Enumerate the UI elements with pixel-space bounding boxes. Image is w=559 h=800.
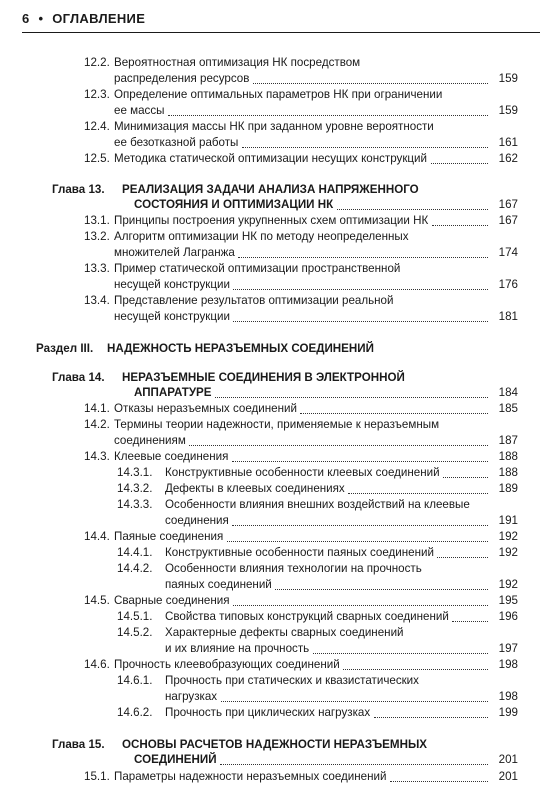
toc-entry-title-line: ее массы (114, 104, 165, 117)
toc-entry-title-line: ее безотказной работы (114, 136, 239, 149)
toc-entry-title-line: НАДЕЖНОСТЬ НЕРАЗЪЕМНЫХ СОЕДИНЕНИЙ (107, 342, 374, 355)
toc-entry-number: 14.3.2. (117, 482, 153, 495)
toc-entry-title-line: Паяные соединения (114, 530, 224, 543)
toc-page-number: 198 (498, 690, 518, 703)
toc-entry-title-line: Характерные дефекты сварных соединений (165, 626, 404, 639)
toc-page-number: 185 (498, 402, 518, 415)
header-title: ОГЛАВЛЕНИЕ (52, 11, 146, 26)
toc-entry-title-line: и их влияние на прочность (165, 642, 310, 655)
toc-page-number: 161 (498, 136, 518, 149)
toc-entry-title-line: Особенности влияния технологии на прочность (165, 562, 422, 575)
dot-leader (390, 781, 488, 782)
toc-page-number: 198 (498, 658, 518, 671)
toc-entry-number: 14.3.1. (117, 466, 153, 479)
toc-entry-number: Раздел III. (36, 342, 94, 355)
toc-entry-title-line: Клеевые соединения (114, 450, 229, 463)
dot-leader (233, 289, 488, 290)
dot-leader (220, 764, 488, 765)
toc-entry-title-line: Термины теории надежности, применяемые к неразъемным (114, 418, 440, 431)
toc-entry-number: Глава 15. (52, 738, 105, 751)
toc-page-number: 201 (498, 770, 518, 783)
toc-page-number: 162 (498, 152, 518, 165)
toc-entry-number: 15.1. (84, 770, 110, 783)
toc-entry-title-line: соединениям (114, 434, 186, 447)
toc-entry-title-line: Минимизация массы НК при заданном уровне вероятности (114, 120, 434, 133)
toc-page-number: 174 (498, 246, 518, 259)
toc-entry-title-line: Определение оптимальных параметров НК при ограничении (114, 88, 443, 101)
toc-entry-number: 12.4. (84, 120, 110, 133)
toc-page-number: 181 (498, 310, 518, 323)
toc-page-number: 159 (498, 72, 518, 85)
toc-entry-title-line: Пример статической оптимизации пространственной (114, 262, 401, 275)
toc-entry-number: 12.2. (84, 56, 110, 69)
toc-entry-title-line: Дефекты в клеевых соединениях (165, 482, 345, 495)
dot-leader (253, 83, 488, 84)
toc-entry-title-line: Прочность при статических и квазистатических (165, 674, 419, 687)
toc-page-number: 159 (498, 104, 518, 117)
toc-page-number: 196 (498, 610, 518, 623)
toc-page-number: 192 (498, 578, 518, 591)
toc-entry-number: Глава 14. (52, 371, 105, 384)
toc-page-number: 192 (498, 546, 518, 559)
toc-entry-title-line: Особенности влияния внешних воздействий на клеевые (165, 498, 470, 511)
toc-entry-title-line: Конструктивные особенности клеевых соединений (165, 466, 440, 479)
toc-page-number: 167 (498, 198, 518, 211)
toc-entry-title-line: множителей Лагранжа (114, 246, 235, 259)
dot-leader (374, 717, 488, 718)
toc-entry-title-line: Конструктивные особенности паяных соединений (165, 546, 434, 559)
toc-entry-number: 14.6.1. (117, 674, 153, 687)
toc-entry-title-line: Сварные соединения (114, 594, 230, 607)
toc-entry-title-line: Методика статической оптимизации несущих конструкций (114, 152, 428, 165)
toc-entry-title-line: Принципы построения укрупненных схем оптимизации НК (114, 214, 429, 227)
dot-leader (242, 147, 488, 148)
toc-page-number: 189 (498, 482, 518, 495)
toc-entry-number: 12.3. (84, 88, 110, 101)
toc-entry-number: 13.2. (84, 230, 110, 243)
toc-entry-title-line: Отказы неразъемных соединений (114, 402, 297, 415)
header-page-number: 6 (22, 11, 30, 26)
toc-page-number: 201 (498, 753, 518, 766)
toc-entry-number: 14.4. (84, 530, 110, 543)
toc-entry-number: 14.4.1. (117, 546, 153, 559)
toc-entry-title-line: несущей конструкции (114, 278, 230, 291)
toc-entry-number: 14.6.2. (117, 706, 153, 719)
toc-entry-number: 12.5. (84, 152, 110, 165)
toc-entry-number: 14.1. (84, 402, 110, 415)
dot-leader (232, 461, 488, 462)
toc-entry-title-line: соединения (165, 514, 229, 527)
toc-page-number: 192 (498, 530, 518, 543)
toc-entry-title-line: Параметры надежности неразъемных соединений (114, 770, 387, 783)
dot-leader (337, 209, 488, 210)
dot-leader (233, 321, 488, 322)
toc-entry-title-line: Свойства типовых конструкций сварных соединений (165, 610, 449, 623)
toc-entry-title-line: СОСТОЯНИЯ И ОПТИМИЗАЦИИ НК (134, 198, 334, 211)
toc-entry-title-line: Алгоритм оптимизации НК по методу неопределенных (114, 230, 409, 243)
toc-entry-number: 14.5. (84, 594, 110, 607)
toc-entry-number: 13.4. (84, 294, 110, 307)
toc-entry-number: 14.5.1. (117, 610, 153, 623)
dot-leader (343, 669, 488, 670)
toc-entry-title-line: АППАРАТУРЕ (134, 386, 212, 399)
toc-entry-title-line: НЕРАЗЪЕМНЫЕ СОЕДИНЕНИЯ В ЭЛЕКТРОННОЙ (122, 371, 405, 384)
toc-entry-number: 14.2. (84, 418, 110, 431)
toc-entry-title-line: Прочность при циклических нагрузках (165, 706, 371, 719)
toc-entry-number: 14.4.2. (117, 562, 153, 575)
dot-leader (189, 445, 488, 446)
dot-leader (275, 589, 488, 590)
toc-entry-title-line: Представление результатов оптимизации реальной (114, 294, 394, 307)
toc-page-number: 199 (498, 706, 518, 719)
toc-page-number: 188 (498, 450, 518, 463)
toc-entry-title-line: Прочность клеевобразующих соединений (114, 658, 340, 671)
dot-leader (313, 653, 488, 654)
toc-entry-title-line: СОЕДИНЕНИЙ (134, 753, 217, 766)
toc-entry-title-line: РЕАЛИЗАЦИЯ ЗАДАЧИ АНАЛИЗА НАПРЯЖЕННОГО (122, 183, 419, 196)
toc-entry-number: 14.3. (84, 450, 110, 463)
toc-entry-number: 13.1. (84, 214, 110, 227)
toc-page-number: 167 (498, 214, 518, 227)
dot-leader (227, 541, 488, 542)
toc-page-number: 176 (498, 278, 518, 291)
toc-entry-number: 14.5.2. (117, 626, 153, 639)
dot-leader (215, 397, 488, 398)
toc-entry-title-line: распределения ресурсов (114, 72, 250, 85)
header-bullet: • (38, 11, 44, 26)
dot-leader (232, 525, 488, 526)
toc-page-number: 187 (498, 434, 518, 447)
toc-entry-title-line: Вероятностная оптимизация НК посредством (114, 56, 361, 69)
toc-entry-number: 14.3.3. (117, 498, 153, 511)
toc-entry-title-line: несущей конструкции (114, 310, 230, 323)
toc-entry-number: 14.6. (84, 658, 110, 671)
toc-page-number: 184 (498, 386, 518, 399)
dot-leader (221, 701, 488, 702)
toc-page-number: 188 (498, 466, 518, 479)
toc-page-number: 197 (498, 642, 518, 655)
dot-leader (168, 115, 488, 116)
toc-entry-number: 13.3. (84, 262, 110, 275)
toc-entry-number: Глава 13. (52, 183, 105, 196)
toc-entry-title-line: нагрузках (165, 690, 218, 703)
toc-entry-title-line: паяных соединений (165, 578, 272, 591)
dot-leader (238, 257, 488, 258)
toc-entry-title-line: ОСНОВЫ РАСЧЕТОВ НАДЕЖНОСТИ НЕРАЗЪЕМНЫХ (122, 738, 428, 751)
dot-leader (233, 605, 488, 606)
dot-leader (300, 413, 488, 414)
toc-page-number: 191 (498, 514, 518, 527)
toc-page-number: 195 (498, 594, 518, 607)
dot-leader (348, 493, 488, 494)
